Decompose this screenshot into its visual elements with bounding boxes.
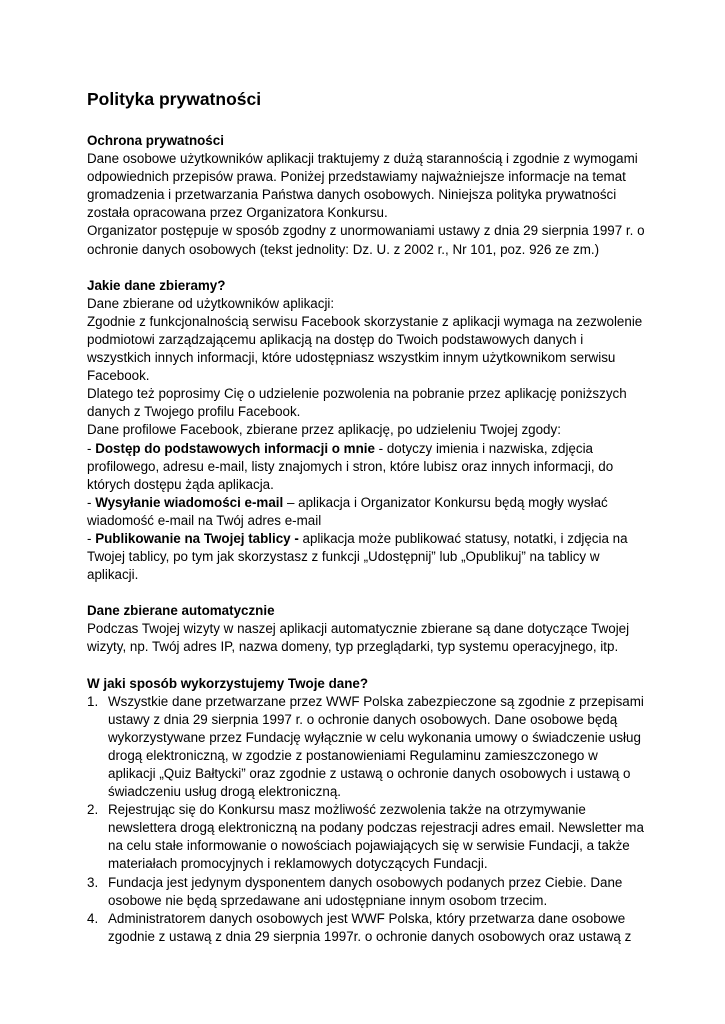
paragraph: Zgodnie z funkcjonalnością serwisu Facebook skorzystanie z aplikacji wymaga na zezwolenie podmiotowi zarządzającemu aplikacją na dostęp do Twoich podstawowych danych i wszystkich innych informacji, które udostępniasz wszystkim innym użytkownikom serwisu Facebook. <box>87 313 643 384</box>
paragraph: Dlatego też poprosimy Cię o udzielenie pozwolenia na pobranie przez aplikację poniższych danych z Twojego profilu Facebook. <box>87 386 627 420</box>
section-heading-privacy: Ochrona prywatności <box>87 133 224 148</box>
section-heading-data-usage: W jaki sposób wykorzystujemy Twoje dane? <box>87 675 369 691</box>
paragraph: Organizator postępuje w sposób zgodny z unormowaniami ustawy z dnia 29 sierpnia 1997 r. o ochronie danych osobowych (tekst jednolity: Dz. U. z 2002 r., Nr 101, poz. 926 ze zm.) <box>87 223 645 257</box>
spacer <box>87 259 649 277</box>
paragraph: Podczas Twojej wizyty w naszej aplikacji automatycznie zbierane są dane dotyczące Twojej wizyty, np. Twój adres IP, nazwa domeny, typ przeglądarki, typ systemu operacyjnego, itp. <box>87 621 630 655</box>
list-item: 3. Fundacja jest jedynym dysponentem danych osobowych podanych przez Ciebie. Dane osobowe nie będą sprzedawane ani udostępniane innym osobom trzecim. <box>87 874 623 908</box>
list-item: 1. Wszystkie dane przetwarzane przez WWF Polska zabezpieczone są zgodnie z przepisami ustawy z dnia 29 sierpnia 1997 r. o ochronie danych osobowych. Dane osobowe będą wykorzystywane przez Fundację wyłącznie w celu wykonania umowy o świadczenie usług drogą elektroniczną, w zgodzie z postanowieniami Regulaminu zamieszczonego w aplikacji „Quiz Bałtycki” oraz zgodnie z ustawą o ochronie danych osobowych i ustawą o świadczeniu usług drogą elektroniczną. <box>87 693 644 800</box>
permission-item: - Dostęp do podstawowych informacji o mnie - dotyczy imienia i nazwiska, zdjęcia profilowego, adresu e-mail, listy znajomych i stron, które lubisz oraz innych informacji, do których dostępu żąda aplikacja. <box>87 440 614 492</box>
spacer <box>87 584 649 602</box>
section-heading-automatic-data: Dane zbierane automatycznie <box>87 603 275 619</box>
document-title: Polityka prywatności <box>87 89 262 109</box>
paragraph: Dane profilowe Facebook, zbierane przez aplikację, po udzieleniu Twojej zgody: <box>87 422 561 438</box>
document-content <box>87 88 649 946</box>
section-heading-data-collected: Jakie dane zbieramy? <box>87 277 226 293</box>
spacer <box>87 657 649 675</box>
list-item: 4. Administratorem danych osobowych jest WWF Polska, który przetwarza dane osobowe zgodnie z ustawą z dnia 29 sierpnia 1997r. o ochronie danych osobowych oraz ustawą z <box>87 910 632 944</box>
list-item: 2. Rejestrując się do Konkursu masz możliwość zezwolenia także na otrzymywanie newslettera drogą elektroniczną na podany podczas rejestracji adres email. Newsletter ma na celu stałe informowanie o nowościach pojawiających się w serwisie Fundacji, a także materiałach promocyjnych i reklamowych dotyczących Fundacji. <box>87 802 644 872</box>
permission-item: - Publikowanie na Twojej tablicy - aplikacja może publikować statusy, notatki, i zdjęcia na Twojej tablicy, po tym jak skorzystasz z funkcji „Udostępnij” lub „Opublikuj” na tablicy w aplikacji. <box>87 530 628 583</box>
permission-item: - Wysyłanie wiadomości e-mail – aplikacja i Organizator Konkursu będą mogły wysłać wiadomość e-mail na Twój adres e-mail <box>87 494 608 528</box>
paragraph: Dane osobowe użytkowników aplikacji traktujemy z dużą starannością i zgodnie z wymogami odpowiednich przepisów prawa. Poniżej przedstawiamy najważniejsze informacje na temat gromadzenia i przetwarzania Państwa danych osobowych. Niniejsza polityka prywatności została opracowana przez Organizatora Konkursu. <box>87 151 638 221</box>
paragraph: Dane zbierane od użytkowników aplikacji: <box>87 295 335 311</box>
numbered-list <box>87 693 649 946</box>
